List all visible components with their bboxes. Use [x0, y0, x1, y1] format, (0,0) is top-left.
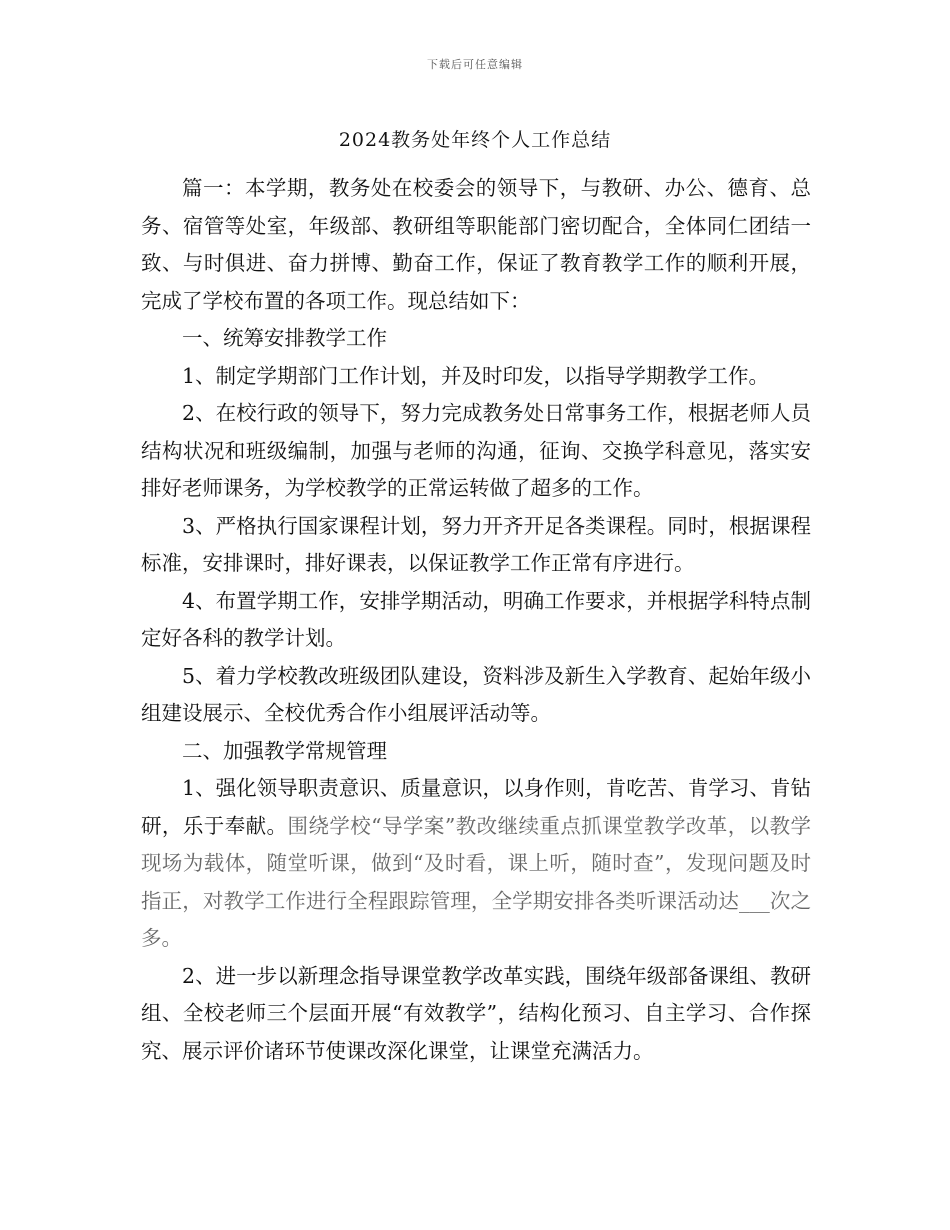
paragraph-item-5: 5、着力学校教改班级团队建设，资料涉及新生入学教育、起始年级小组建设展示、全校优秀合作小组展评活动等。 — [141, 663, 811, 725]
paragraph-management-1 — [141, 770, 811, 958]
paragraph-item-4: 4、布置学期工作，安排学期活动，明确工作要求，并根据学科特点制定好各科的教学计划。 — [141, 588, 811, 650]
document-body — [141, 170, 811, 1070]
paragraph-item-3: 3、严格执行国家课程计划，努力开齐开足各类课程。同时，根据课程标准，安排课时，排好课表，以保证教学工作正常有序进行。 — [141, 513, 811, 575]
paragraph-item-1: 1、制定学期部门工作计划，并及时印发，以指导学期教学工作。 — [182, 363, 770, 388]
paragraph-management-1-detail: 围绕学校“导学案”教改继续重点抓课堂教学改革，以教学现场为载体，随堂听课，做到“及时看，课上听，随时查”，发现问题及时指正，对教学工作进行全程跟踪管理，全学期安排各类听课活动达___次之多。 — [141, 813, 811, 950]
section-heading-2: 二、加强教学常规管理 — [182, 738, 387, 763]
paragraph-management-2: 2、进一步以新理念指导课堂教学改革实践，围绕年级部备课组、教研组、全校老师三个层面开展“有效教学”，结构化预习、自主学习、合作探究、展示评价诸环节使课改深化课堂，让课堂充满活力。 — [141, 963, 811, 1063]
section-heading-1: 一、统筹安排教学工作 — [182, 326, 387, 350]
paragraph-management-1-lead: 1、强化领导职责意识、质量意识，以身作则，肯吃苦、肯学习、肯钻研，乐于奉献。 — [141, 776, 811, 838]
paragraph-intro: 篇一：本学期，教务处在校委会的领导下，与教研、办公、德育、总务、宿管等处室，年级部、教研组等职能部门密切配合，全体同仁团结一致、与时俱进、奋力拼博、勤奋工作，保证了教育教学工作的顺利开展，完成了学校布置的各项工作。现总结如下： — [141, 176, 811, 313]
paragraph-item-2: 2、在校行政的领导下，努力完成教务处日常事务工作，根据老师人员结构状况和班级编制，加强与老师的沟通，征询、交换学科意见，落实安排好老师课务，为学校教学的正常运转做了超多的工作。 — [141, 401, 811, 500]
header-note: 下载后可任意编辑 — [427, 58, 523, 71]
document-title: 2024教务处年终个人工作总结 — [338, 129, 612, 151]
